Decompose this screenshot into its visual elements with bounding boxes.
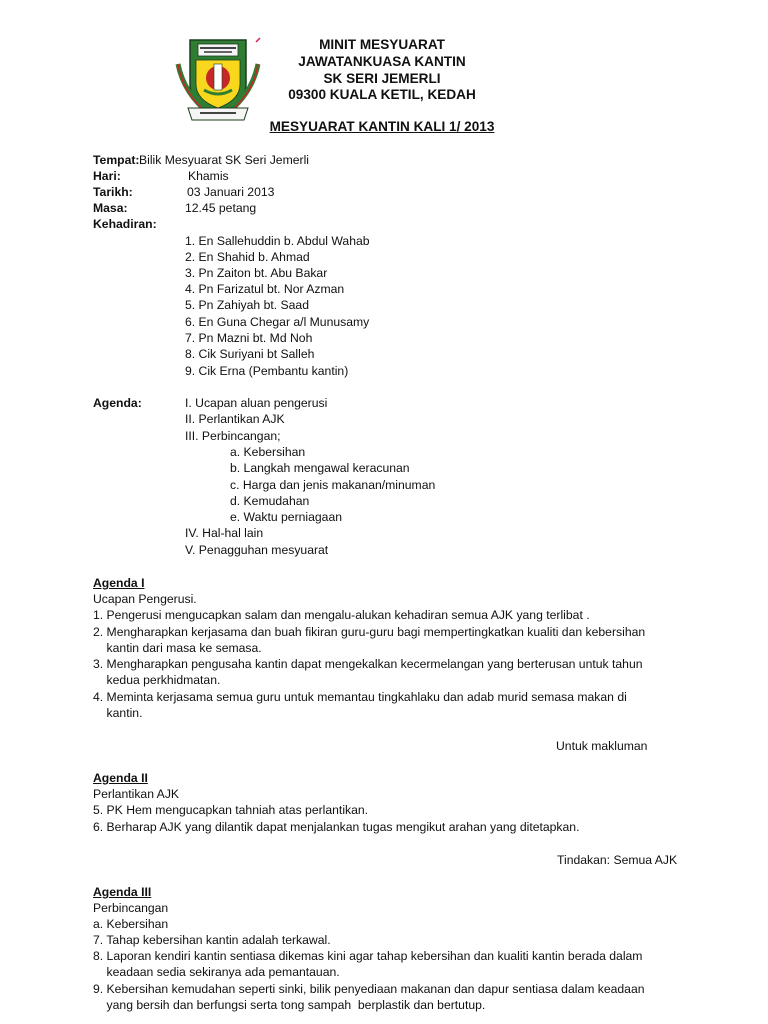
agenda1-heading: Agenda I xyxy=(93,576,145,590)
header-line-1: MINIT MESYUARAT xyxy=(319,37,445,52)
hari-value: Khamis xyxy=(188,169,229,183)
agenda3-line: 7. Tahap kebersihan kantin adalah terkawal. xyxy=(93,933,331,947)
masa-value: 12.45 petang xyxy=(185,201,257,215)
agenda-item: I. Ucapan aluan pengerusi xyxy=(185,396,328,410)
agenda1-line: 1. Pengerusi mengucapkan salam dan mengalu-alukan kehadiran semua AJK yang terlibat . xyxy=(93,608,590,622)
agenda-item: V. Penagguhan mesyuarat xyxy=(185,543,329,557)
agenda3-subtitle: Perbincangan xyxy=(93,901,169,915)
masa-label: Masa: xyxy=(93,201,128,215)
header-line-4: 09300 KUALA KETIL, KEDAH xyxy=(288,87,476,102)
attendee-item: 6. En Guna Chegar a/l Munusamy xyxy=(185,315,370,329)
agenda-sub-item: e. Waktu perniagaan xyxy=(230,510,343,524)
attendee-item: 4. Pn Farizatul bt. Nor Azman xyxy=(185,282,345,296)
tempat-value: Bilik Mesyuarat SK Seri Jemerli xyxy=(139,153,309,167)
agenda-sub-item: a. Kebersihan xyxy=(230,445,306,459)
agenda3-line: keadaan sedia sekiranya ada pemantauan. xyxy=(93,965,340,979)
tarikh-value: 03 Januari 2013 xyxy=(187,185,275,199)
attendee-item: 7. Pn Mazni bt. Md Noh xyxy=(185,331,313,345)
attendee-item: 2. En Shahid b. Ahmad xyxy=(185,250,310,264)
agenda1-line: 3. Mengharapkan pengusaha kantin dapat mengekalkan kecermelangan yang berterusan untuk tahun xyxy=(93,657,643,671)
agenda1-subtitle: Ucapan Pengerusi. xyxy=(93,592,197,606)
hari-label: Hari: xyxy=(93,169,121,183)
agenda1-action: Untuk makluman xyxy=(556,739,648,753)
agenda-item: II. Perlantikan AJK xyxy=(185,412,285,426)
agenda2-line: 6. Berharap AJK yang dilantik dapat menjalankan tugas mengikut arahan yang ditetapkan. xyxy=(93,820,580,834)
agenda1-line: 2. Mengharapkan kerjasama dan buah fikiran guru-guru bagi mempertingkatkan kualiti dan kebersihan xyxy=(93,625,646,639)
agenda2-heading: Agenda II xyxy=(93,771,148,785)
agenda3-line: a. Kebersihan xyxy=(93,917,169,931)
agenda-sub-item: c. Harga dan jenis makanan/minuman xyxy=(230,478,436,492)
agenda1-line: 4. Meminta kerjasama semua guru untuk memantau tingkahlaku dan adab murid semasa makan di xyxy=(93,690,627,704)
agenda1-line: kantin dari masa ke semasa. xyxy=(93,641,262,655)
attendee-item: 8. Cik Suriyani bt Salleh xyxy=(185,347,315,361)
agenda1-line: kantin. xyxy=(93,706,143,720)
attendee-item: 3. Pn Zaiton bt. Abu Bakar xyxy=(185,266,328,280)
agenda2-subtitle: Perlantikan AJK xyxy=(93,787,180,801)
agenda-item: III. Perbincangan; xyxy=(185,429,281,443)
agenda3-line: 9. Kebersihan kemudahan seperti sinki, bilik penyediaan makanan dan dapur sentiasa dalam keadaan xyxy=(93,982,645,996)
agenda-sub-item: b. Langkah mengawal keracunan xyxy=(230,461,410,475)
kehadiran-label: Kehadiran: xyxy=(93,217,157,231)
agenda-label: Agenda: xyxy=(93,396,142,410)
agenda1-line: kedua perkhidmatan. xyxy=(93,673,221,687)
agenda3-heading: Agenda III xyxy=(93,885,152,899)
attendee-item: 5. Pn Zahiyah bt. Saad xyxy=(185,298,309,312)
attendee-item: 9. Cik Erna (Pembantu kantin) xyxy=(185,364,349,378)
meeting-title: MESYUARAT KANTIN KALI 1/ 2013 xyxy=(269,119,495,134)
header-line-2: JAWATANKUASA KANTIN xyxy=(298,54,466,69)
agenda3-line: yang bersih dan berfungsi serta tong sampah berplastik dan bertutup. xyxy=(93,998,486,1012)
attendee-item: 1. En Sallehuddin b. Abdul Wahab xyxy=(185,234,370,248)
agenda2-action: Tindakan: Semua AJK xyxy=(557,853,678,867)
header-line-3: SK SERI JEMERLI xyxy=(323,71,441,86)
agenda-item: IV. Hal-hal lain xyxy=(185,526,264,540)
agenda2-line: 5. PK Hem mengucapkan tahniah atas perlantikan. xyxy=(93,803,369,817)
agenda-sub-item: d. Kemudahan xyxy=(230,494,310,508)
agenda3-line: 8. Laporan kendiri kantin sentiasa dikemas kini agar tahap kebersihan dan kualiti kantin berada dalam xyxy=(93,949,643,963)
tempat-label: Tempat: xyxy=(93,153,140,167)
tarikh-label: Tarikh: xyxy=(93,185,133,199)
